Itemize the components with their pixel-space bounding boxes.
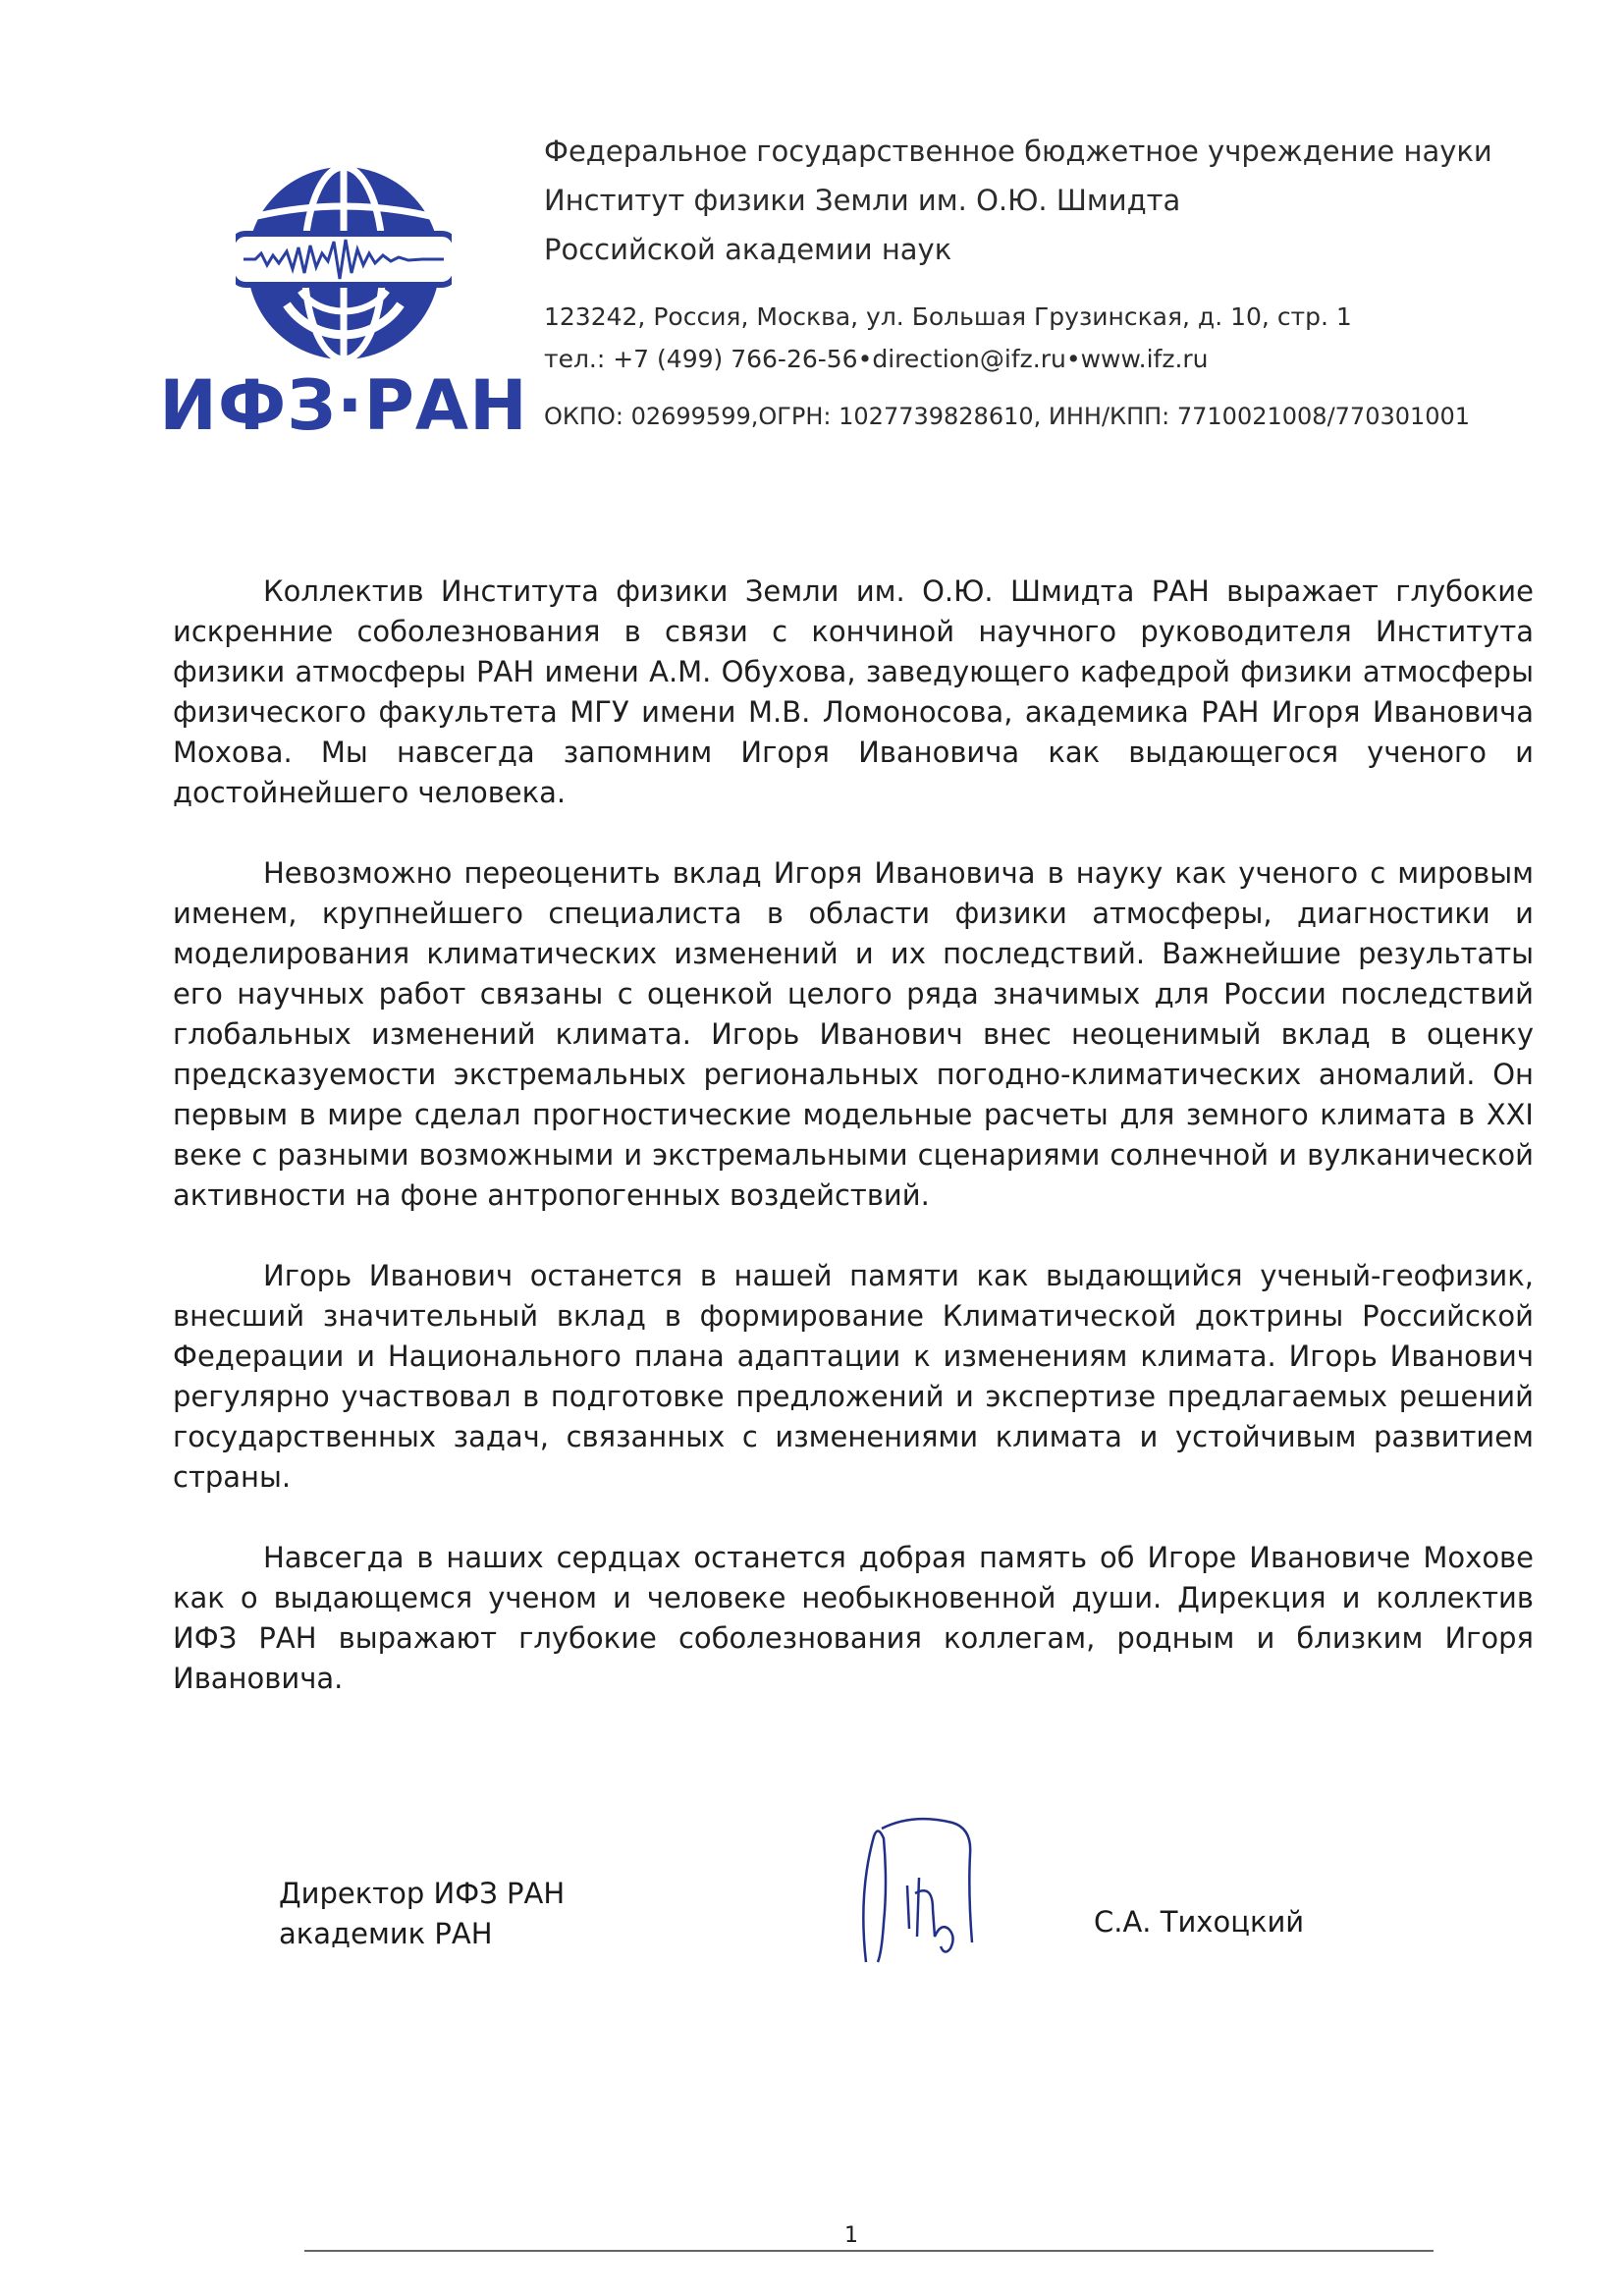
footer-rule <box>304 2241 1434 2261</box>
org-name-line3: Российской академии наук <box>544 233 952 266</box>
institute-logo <box>157 157 530 446</box>
paragraph-3: Игорь Иванович останется в нашей памяти как выдающийся ученый-геофизик, внесший значительный вклад в формирование Климатической доктрины Российской Федерации и Национального плана адаптации к изменениям климата. Игорь Иванович регулярно участвовал в подготовке предложений и экспертизе предлагаемых решений государственных задач, связанных с изменениями климата и устойчивым развитием страны. <box>173 1259 1534 1494</box>
signatory-name: С.А. Тихоцкий <box>1094 1905 1305 1939</box>
org-address: 123242, Россия, Москва, ул. Большая Грузинская, д. 10, стр. 1 <box>544 302 1352 331</box>
org-name-line2: Институт физики Земли им. О.Ю. Шмидта <box>544 184 1181 217</box>
page-number: 1 <box>840 2223 862 2248</box>
paragraph-2: Невозможно переоценить вклад Игоря Ивановича в науку как ученого с мировым именем, крупнейшего специалиста в области физики атмосферы, диагностики и моделирования климатических изменений и их последствий. Важнейшие результаты его научных работ связаны с оценкой целого ряда значимых для России последствий глобальных изменений климата. Игорь Иванович внес неоценимый вклад в оценку предсказуемости экстремальных региональных погодно-климатических аномалий. Он первым в мире сделал прогностические модельные расчеты для земного климата в XXI веке с разными возможными и экстремальными сценариями солнечной и вулканической активности на фоне антропогенных воздействий. <box>173 856 1534 1212</box>
org-name-line1: Федеральное государственное бюджетное учреждение науки <box>544 135 1492 168</box>
signatory-position: Директор ИФЗ РАН <box>279 1877 566 1910</box>
letter-body <box>173 572 1534 1739</box>
signatory-rank: академик РАН <box>279 1917 493 1950</box>
paragraph-4: Навсегда в наших сердцах останется добрая память об Игоре Ивановиче Мохове как о выдающемся ученом и человеке необыкновенной души. Дирекция и коллектив ИФЗ РАН выражают глубокие соболезнования коллегам, родным и близким Игоря Ивановича. <box>173 1541 1534 1695</box>
handwritten-signature <box>854 1815 1021 1982</box>
paragraph-1: Коллектив Института физики Земли им. О.Ю. Шмидта РАН выражает глубокие искренние соболезнования в связи с кончиной научного руководителя Института физики атмосферы РАН имени А.М. Обухова, заведующего кафедрой физики атмосферы физического факультета МГУ имени М.В. Ломоносова, академика РАН Игоря Ивановича Мохова. Мы навсегда запомним Игоря Ивановича как выдающегося ученого и достойнейшего человека. <box>173 574 1534 809</box>
org-contacts: тел.: +7 (499) 766-26-56•direction@ifz.ru•www.ifz.ru <box>544 345 1209 373</box>
signatory-title <box>279 1874 565 1954</box>
org-registration-codes: ОКПО: 02699599,ОГРН: 1027739828610, ИНН/КПП: 7710021008/770301001 <box>544 403 1471 430</box>
globe-seismogram-icon <box>236 157 452 373</box>
logo-wordmark: ИФЗ·РАН <box>159 365 528 446</box>
